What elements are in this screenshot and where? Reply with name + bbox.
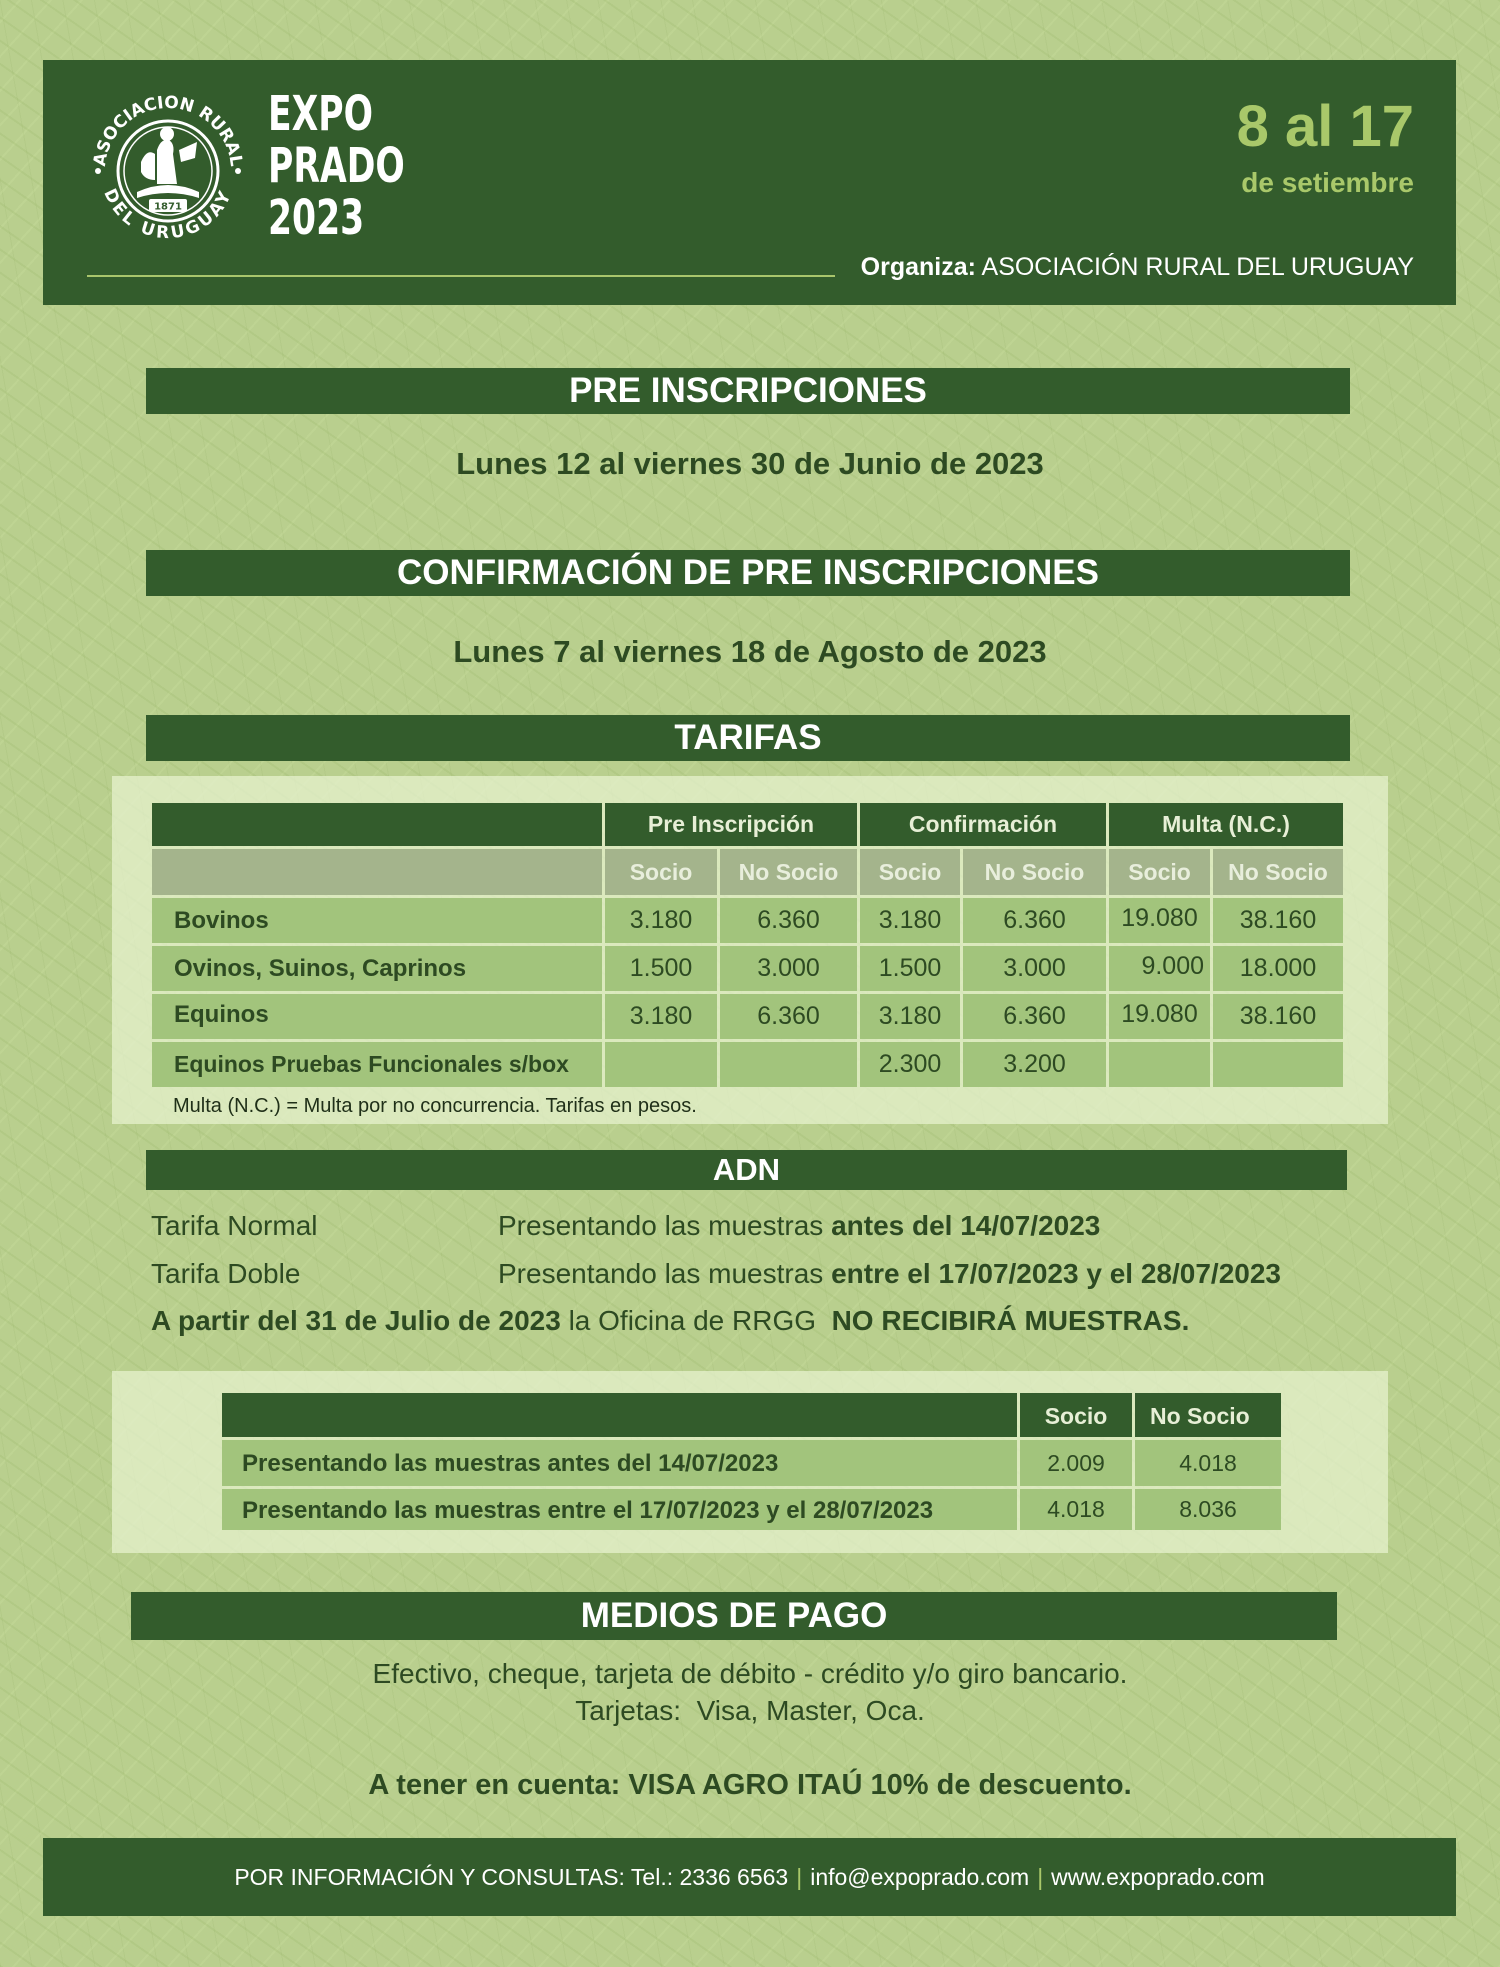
event-date-month: de setiembre xyxy=(1241,167,1414,198)
subheader-pre-no-socio: No Socio xyxy=(720,849,857,895)
medios-de-pago-discount-note: A tener en cuenta: VISA AGRO ITAÚ 10% de descuento. xyxy=(368,1769,1132,1801)
tarifas-subheader-blank xyxy=(152,849,602,895)
row-value: 19.080 xyxy=(1109,994,1210,1039)
footer-email-link[interactable]: info@expoprado.com xyxy=(810,1864,1030,1890)
adn-tarifa-normal-desc xyxy=(498,1208,1100,1244)
adn-notice-warning: NO RECIBIRÁ MUESTRAS. xyxy=(831,1305,1190,1336)
row-value: 3.180 xyxy=(860,898,960,943)
row-value xyxy=(1109,1042,1210,1087)
adn-row-value: 2.009 xyxy=(1020,1440,1132,1486)
svg-text:1871: 1871 xyxy=(154,201,182,213)
expo-title-line-2: PRADO xyxy=(268,138,405,194)
row-label: Bovinos xyxy=(152,898,602,943)
row-value: 18.000 xyxy=(1213,946,1343,991)
row-value: 3.180 xyxy=(860,994,960,1039)
expo-title-line-1: EXPO xyxy=(268,86,373,142)
organizer-label: Organiza: xyxy=(860,253,976,281)
tarifas-header-blank xyxy=(152,803,602,846)
row-value: 1.500 xyxy=(860,946,960,991)
adn-header-socio: Socio xyxy=(1020,1393,1132,1437)
subheader-conf-no-socio: No Socio xyxy=(963,849,1106,895)
adn-header-blank xyxy=(222,1393,1017,1437)
adn-header-no-socio: No Socio xyxy=(1135,1393,1281,1437)
expo-prado-title xyxy=(268,86,405,246)
row-value: 6.360 xyxy=(963,898,1106,943)
confirmacion-heading: CONFIRMACIÓN DE PRE INSCRIPCIONES xyxy=(146,550,1350,596)
row-value: 38.160 xyxy=(1213,898,1343,943)
footer-separator: | xyxy=(1037,1864,1044,1890)
footer-website-link[interactable]: www.expoprado.com xyxy=(1051,1864,1265,1890)
row-value: 3.180 xyxy=(605,994,717,1039)
medios-de-pago-heading: MEDIOS DE PAGO xyxy=(131,1592,1337,1640)
adn-tarifa-doble-desc xyxy=(498,1256,1281,1292)
row-value: 3.200 xyxy=(963,1042,1106,1087)
row-value: 9.000 xyxy=(1109,946,1210,991)
row-label: Equinos Pruebas Funcionales s/box xyxy=(152,1042,602,1087)
pre-inscripciones-heading: PRE INSCRIPCIONES xyxy=(146,368,1350,414)
adn-doble-desc-dates: entre el 17/07/2023 y el 28/07/2023 xyxy=(831,1258,1281,1289)
row-value xyxy=(605,1042,717,1087)
pre-inscripciones-dates: Lunes 12 al viernes 30 de Junio de 2023 xyxy=(456,446,1044,481)
tarifas-footnote: Multa (N.C.) = Multa por no concurrencia. Tarifas en pesos. xyxy=(173,1095,697,1117)
organizer-line xyxy=(861,252,1414,282)
adn-row-label: Presentando las muestras antes del 14/07/2023 xyxy=(222,1440,1017,1486)
footer-phone-info: POR INFORMACIÓN Y CONSULTAS: Tel.: 2336 6563 xyxy=(234,1864,789,1890)
row-value: 19.080 xyxy=(1109,898,1210,943)
adn-row-value: 8.036 xyxy=(1135,1489,1281,1530)
subheader-conf-socio: Socio xyxy=(860,849,960,895)
row-label: Ovinos, Suinos, Caprinos xyxy=(152,946,602,991)
adn-notice-text: la Oficina de RRGG xyxy=(560,1305,832,1336)
subheader-multa-socio: Socio xyxy=(1109,849,1210,895)
organizer-name: ASOCIACIÓN RURAL DEL URUGUAY xyxy=(981,253,1414,281)
adn-tarifa-normal-label: Tarifa Normal xyxy=(151,1210,318,1241)
row-value: 38.160 xyxy=(1213,994,1343,1039)
row-value: 2.300 xyxy=(860,1042,960,1087)
footer-contact-bar xyxy=(43,1838,1456,1916)
row-value: 1.500 xyxy=(605,946,717,991)
row-value xyxy=(1213,1042,1343,1087)
adn-normal-desc-date: antes del 14/07/2023 xyxy=(831,1210,1101,1241)
subheader-multa-no-socio: No Socio xyxy=(1213,849,1343,895)
row-value: 6.360 xyxy=(720,898,857,943)
header-divider xyxy=(87,275,835,277)
adn-doble-desc-text: Presentando las muestras xyxy=(498,1258,832,1289)
header-multa: Multa (N.C.) xyxy=(1109,803,1343,846)
medios-de-pago-cards: Tarjetas: Visa, Master, Oca. xyxy=(575,1695,925,1726)
confirmacion-dates: Lunes 7 al viernes 18 de Agosto de 2023 xyxy=(453,634,1047,669)
adn-notice xyxy=(151,1303,1189,1339)
row-value: 3.000 xyxy=(963,946,1106,991)
adn-notice-date: A partir del 31 de Julio de 2023 xyxy=(151,1305,561,1336)
svg-text:DEL URUGUAY: DEL URUGUAY xyxy=(99,185,237,244)
row-value: 6.360 xyxy=(963,994,1106,1039)
subheader-pre-socio: Socio xyxy=(605,849,717,895)
tarifas-heading: TARIFAS xyxy=(146,715,1350,761)
expo-title-line-3: 2023 xyxy=(268,190,365,246)
adn-normal-desc-text: Presentando las muestras xyxy=(498,1210,832,1241)
row-value: 3.180 xyxy=(605,898,717,943)
asociacion-rural-seal-logo xyxy=(85,88,251,254)
footer-separator: | xyxy=(796,1864,803,1890)
row-value: 6.360 xyxy=(720,994,857,1039)
row-label: Equinos xyxy=(152,994,602,1039)
adn-row-value: 4.018 xyxy=(1135,1440,1281,1486)
row-value xyxy=(720,1042,857,1087)
header-confirmacion: Confirmación xyxy=(860,803,1106,846)
medios-de-pago-methods: Efectivo, cheque, tarjeta de débito - crédito y/o giro bancario. xyxy=(372,1658,1128,1689)
adn-heading: ADN xyxy=(146,1150,1347,1190)
event-date-range: 8 al 17 xyxy=(1236,94,1414,159)
adn-row-label: Presentando las muestras entre el 17/07/2023 y el 28/07/2023 xyxy=(222,1489,1017,1530)
header-pre-inscripcion: Pre Inscripción xyxy=(605,803,857,846)
adn-row-value: 4.018 xyxy=(1020,1489,1132,1530)
adn-tarifa-doble-label: Tarifa Doble xyxy=(151,1258,301,1289)
row-value: 3.000 xyxy=(720,946,857,991)
svg-text:ASOCIACION RURAL: ASOCIACION RURAL xyxy=(90,92,246,168)
